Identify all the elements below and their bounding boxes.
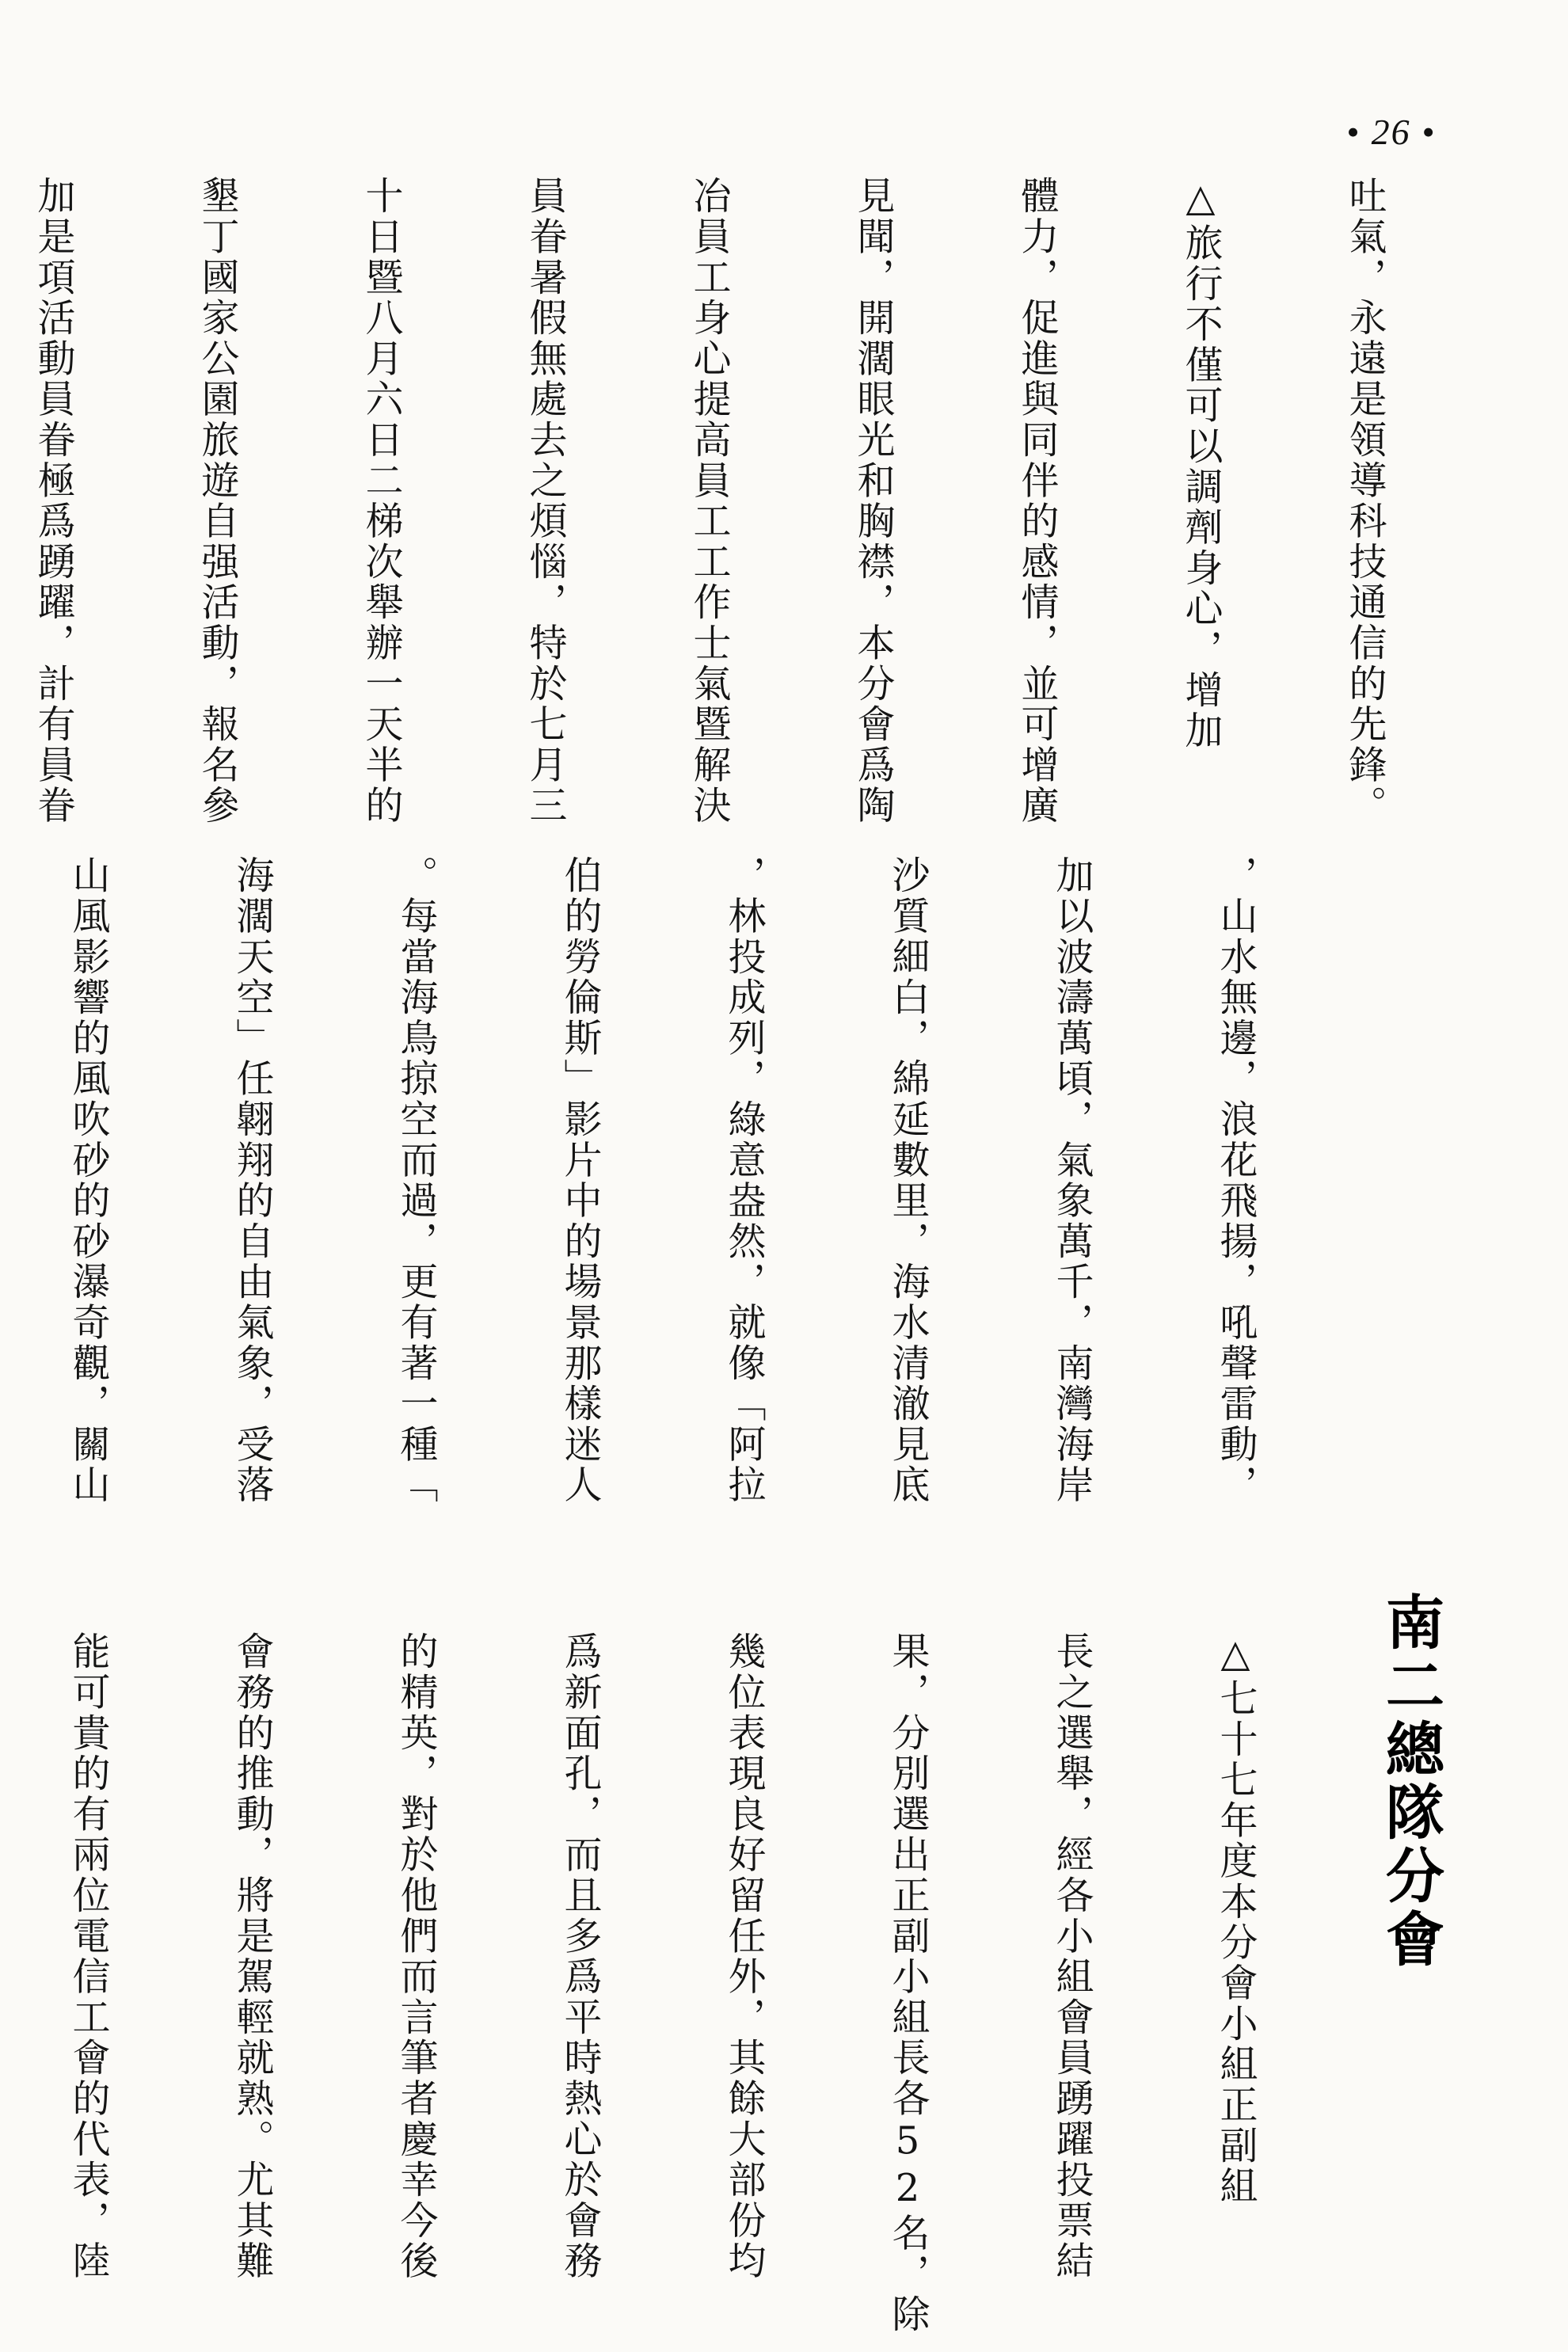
text-column: ，林投成列，綠意盎然，就像「阿拉 bbox=[721, 855, 766, 1505]
text-column: 會務的推動，將是駕輕就熟。尤其難 bbox=[230, 1631, 274, 2282]
article-text-bottom bbox=[0, 1631, 1372, 2335]
text-column: ，山水無邊，浪花飛揚，吼聲雷動， bbox=[1213, 855, 1258, 1505]
text-column: 十日暨八月六日二梯次舉辦一天半的 bbox=[359, 176, 403, 826]
text-column: 幾位表現良好留任外，其餘大部份均 bbox=[721, 1631, 766, 2282]
text-column: 海濶天空」任翺翔的自由氣象，受落 bbox=[230, 855, 274, 1505]
text-column: 。每當海鳥掠空而過，更有著一種「 bbox=[394, 855, 438, 1505]
text-column: 墾丁國家公園旅遊自强活動，報名參 bbox=[195, 176, 239, 826]
text-column: 加是項活動員眷極爲踴躍，計有員眷 bbox=[31, 176, 75, 826]
text-column: 伯的勞倫斯」影片中的場景那樣迷人 bbox=[558, 855, 602, 1505]
text-column: 員眷暑假無處去之煩惱，特於七月三 bbox=[523, 176, 567, 826]
text-column: 果，分別選出正副小組長各52名，除 bbox=[885, 1631, 930, 2335]
text-column: 長之選舉，經各小組會員踴躍投票結 bbox=[1049, 1631, 1094, 2282]
text-column: 體力，促進與同伴的感情，並可增廣 bbox=[1014, 176, 1059, 826]
text-column: 山風影響的風吹砂的砂瀑奇觀，關山 bbox=[66, 855, 110, 1505]
text-column: 見聞，開濶眼光和胸襟，本分會爲陶 bbox=[851, 176, 895, 826]
text-column: 的精英，對於他們而言筆者慶幸今後 bbox=[394, 1631, 438, 2282]
text-column: 能可貴的有兩位電信工會的代表，陸 bbox=[66, 1631, 110, 2282]
text-column: 吐氣，永遠是領導科技通信的先鋒。 bbox=[1342, 176, 1387, 826]
text-column: 加以波濤萬頃，氣象萬千，南灣海岸 bbox=[1049, 855, 1094, 1505]
article-text-middle bbox=[0, 855, 1372, 1505]
text-column: △旅行不僅可以調劑身心，增加 bbox=[1178, 176, 1223, 752]
text-column: 沙質細白，綿延數里，海水清澈見底 bbox=[885, 855, 930, 1505]
text-column: △七十七年度本分會小組正副組 bbox=[1213, 1631, 1258, 2207]
text-column: 爲新面孔，而且多爲平時熱心於會務 bbox=[558, 1631, 602, 2282]
section-heading: 南二總隊分會 bbox=[1376, 1592, 1444, 1972]
text-column: 冶員工身心提高員工工作士氣暨解決 bbox=[687, 176, 731, 826]
page-number: • 26 • bbox=[1346, 112, 1437, 152]
article-text-top bbox=[0, 176, 1501, 826]
